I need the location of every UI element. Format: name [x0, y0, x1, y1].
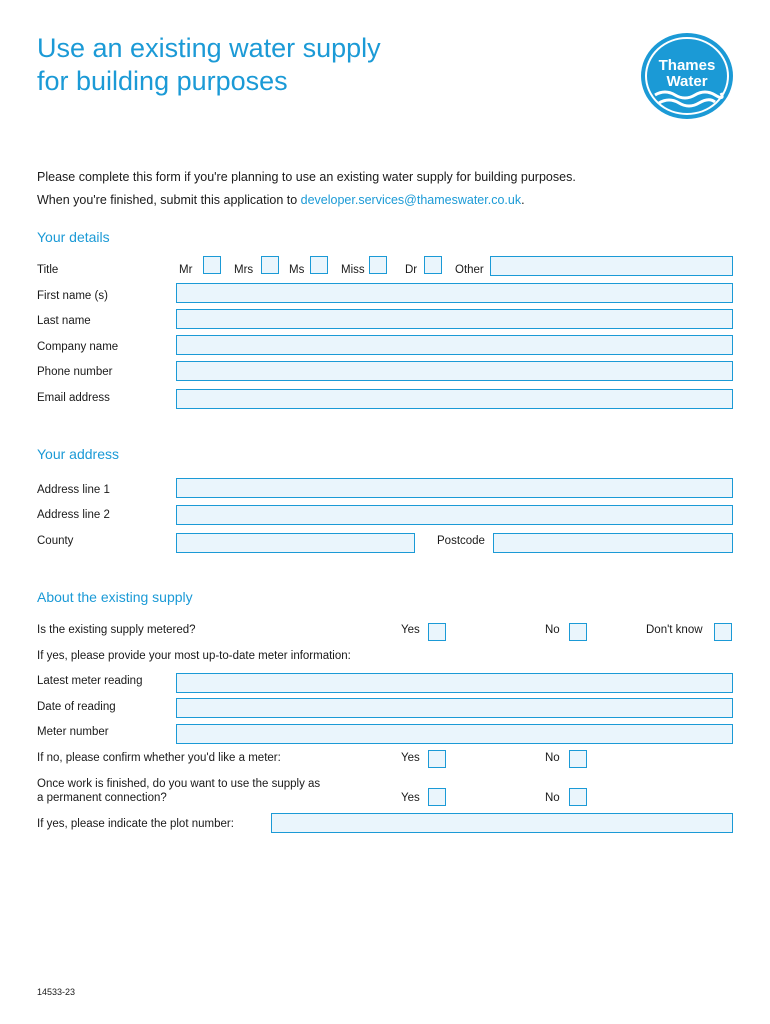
- your-details-heading: Your details: [37, 229, 110, 245]
- want-meter-question: If no, please confirm whether you'd like a meter:: [37, 752, 281, 764]
- title-option-ms-label: Ms: [289, 264, 305, 276]
- permanent-no-label: No: [545, 792, 560, 804]
- latest-meter-reading-field[interactable]: [176, 673, 733, 693]
- company-name-label: Company name: [37, 341, 119, 353]
- title-dr-checkbox[interactable]: [424, 256, 442, 274]
- want-meter-yes-label: Yes: [401, 752, 420, 764]
- form-code: 14533-23: [37, 987, 76, 997]
- page-title-line1: Use an existing water supply: [37, 33, 381, 63]
- first-name-label: First name (s): [37, 290, 108, 302]
- permanent-no-checkbox[interactable]: [569, 788, 587, 806]
- existing-supply-heading: About the existing supply: [37, 589, 193, 605]
- county-field[interactable]: [176, 533, 415, 553]
- page-title: [37, 32, 381, 98]
- permanent-connection-question-line2: a permanent connection?: [37, 792, 167, 804]
- permanent-connection-question-line1: Once work is finished, do you want to use the supply as: [37, 778, 321, 790]
- meter-number-field[interactable]: [176, 724, 733, 744]
- metered-no-label: No: [545, 624, 560, 636]
- want-meter-no-label: No: [545, 752, 560, 764]
- title-mr-checkbox[interactable]: [203, 256, 221, 274]
- plot-number-field[interactable]: [271, 813, 733, 833]
- title-label: Title: [37, 264, 59, 276]
- title-option-other-label: Other: [455, 264, 484, 276]
- last-name-field[interactable]: [176, 309, 733, 329]
- intro-line2-suffix: .: [521, 193, 525, 207]
- logo-text-line2: Water: [666, 73, 708, 90]
- email-address-label: Email address: [37, 392, 110, 404]
- title-ms-checkbox[interactable]: [310, 256, 328, 274]
- first-name-field[interactable]: [176, 283, 733, 303]
- postcode-field[interactable]: [493, 533, 733, 553]
- last-name-label: Last name: [37, 315, 91, 327]
- intro-line1: Please complete this form if you're planning to use an existing water supply for building purposes.: [37, 170, 576, 184]
- title-option-dr-label: Dr: [405, 264, 418, 276]
- date-of-reading-field[interactable]: [176, 698, 733, 718]
- title-other-field[interactable]: [490, 256, 733, 276]
- logo-text-line1: Thames: [658, 57, 716, 74]
- intro-line2-prefix: When you're finished, submit this application to: [37, 193, 301, 207]
- plot-number-label: If yes, please indicate the plot number:: [37, 818, 234, 830]
- address-line2-label: Address line 2: [37, 509, 110, 521]
- email-address-field[interactable]: [176, 389, 733, 409]
- page-title-line2: for building purposes: [37, 66, 288, 96]
- latest-meter-reading-label: Latest meter reading: [37, 675, 143, 687]
- permanent-yes-checkbox[interactable]: [428, 788, 446, 806]
- address-line2-field[interactable]: [176, 505, 733, 525]
- postcode-label: Postcode: [437, 535, 485, 547]
- title-mrs-checkbox[interactable]: [261, 256, 279, 274]
- want-meter-yes-checkbox[interactable]: [428, 750, 446, 768]
- metered-yes-label: Yes: [401, 624, 420, 636]
- metered-dont-know-label: Don't know: [646, 624, 703, 636]
- metered-yes-checkbox[interactable]: [428, 623, 446, 641]
- your-address-heading: Your address: [37, 446, 119, 462]
- company-name-field[interactable]: [176, 335, 733, 355]
- title-option-mrs-label: Mrs: [234, 264, 254, 276]
- thames-water-logo: [641, 33, 733, 119]
- metered-question: Is the existing supply metered?: [37, 624, 196, 636]
- permanent-yes-label: Yes: [401, 792, 420, 804]
- address-line1-label: Address line 1: [37, 484, 110, 496]
- county-label: County: [37, 535, 74, 547]
- email-link[interactable]: developer.services@thameswater.co.uk: [300, 193, 522, 207]
- meter-info-instruction: If yes, please provide your most up-to-date meter information:: [37, 650, 351, 662]
- meter-number-label: Meter number: [37, 726, 109, 738]
- phone-number-field[interactable]: [176, 361, 733, 381]
- date-of-reading-label: Date of reading: [37, 701, 116, 713]
- want-meter-no-checkbox[interactable]: [569, 750, 587, 768]
- phone-number-label: Phone number: [37, 366, 113, 378]
- title-option-mr-label: Mr: [179, 264, 193, 276]
- title-miss-checkbox[interactable]: [369, 256, 387, 274]
- intro-line2: [37, 193, 525, 207]
- address-line1-field[interactable]: [176, 478, 733, 498]
- metered-no-checkbox[interactable]: [569, 623, 587, 641]
- title-option-miss-label: Miss: [341, 264, 365, 276]
- metered-dont-know-checkbox[interactable]: [714, 623, 732, 641]
